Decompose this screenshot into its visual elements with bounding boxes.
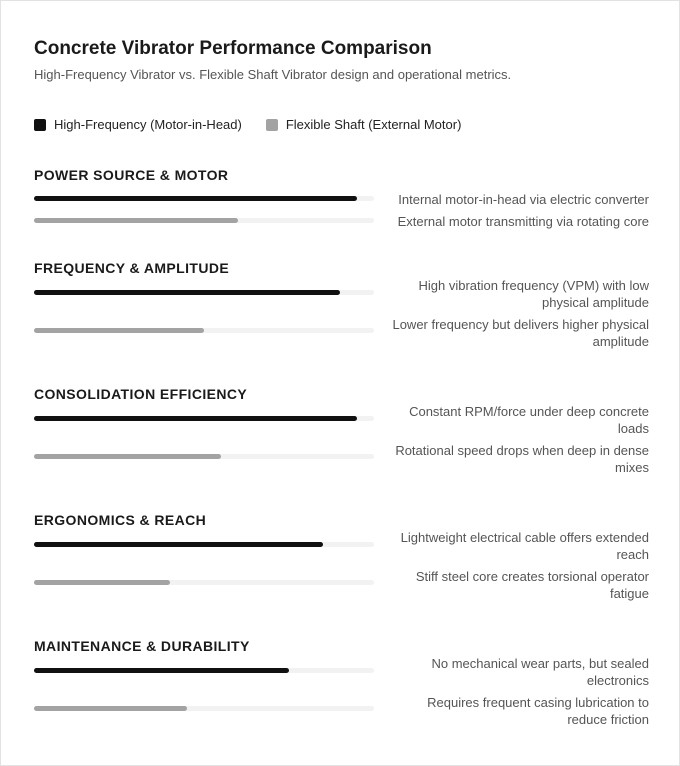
bar-flexible-shaft [34,454,221,459]
bar-track [34,542,374,547]
metric-title: POWER SOURCE & MOTOR [34,167,229,183]
bar-track [34,706,374,711]
bar-high-frequency [34,542,323,547]
metric-title: ERGONOMICS & REACH [34,512,207,528]
bar-note-high-frequency: Constant RPM/force under deep concrete loads [409,404,649,436]
bar-track [34,454,374,459]
legend-label-flexible-shaft: Flexible Shaft (External Motor) [285,117,462,132]
bar-track [34,668,374,673]
bar-track [34,580,374,585]
bar-track [34,218,374,223]
bar-flexible-shaft [34,580,170,585]
bar-track [34,328,374,333]
bar-track [34,290,374,295]
legend-swatch-high-frequency [34,119,46,131]
legend-label-high-frequency: High-Frequency (Motor-in-Head) [54,117,242,132]
bar-flexible-shaft [34,706,187,711]
bar-high-frequency [34,196,357,201]
metric-ergonomics-and-reach [34,512,649,612]
chart-subtitle: High-Frequency Vibrator vs. Flexible Shaft Vibrator design and operational metrics. [34,67,512,82]
bar-note-high-frequency: Internal motor-in-head via electric converter [398,192,649,207]
chart-title: Concrete Vibrator Performance Comparison [34,38,432,59]
metric-maintenance-and-durability [34,638,649,738]
bar-note-flexible-shaft: Rotational speed drops when deep in dense mixes [395,443,649,475]
legend-item-flexible-shaft [266,117,462,132]
bar-note-flexible-shaft: Stiff steel core creates torsional operator fatigue [415,569,649,601]
bar-note-flexible-shaft: Requires frequent casing lubrication to reduce friction [427,695,649,727]
legend [34,117,485,132]
bar-note-flexible-shaft: External motor transmitting via rotating core [397,214,649,229]
bar-note-high-frequency: No mechanical wear parts, but sealed electronics [431,656,649,688]
metric-title: FREQUENCY & AMPLITUDE [34,260,230,276]
bar-flexible-shaft [34,328,204,333]
bar-note-high-frequency: Lightweight electrical cable offers extended reach [400,530,649,562]
bar-track [34,416,374,421]
metric-consolidation-efficiency [34,386,649,486]
bar-track [34,196,374,201]
bar-note-high-frequency: High vibration frequency (VPM) with low physical amplitude [418,278,649,310]
metric-title: MAINTENANCE & DURABILITY [34,638,250,654]
metric-title: CONSOLIDATION EFFICIENCY [34,386,248,402]
legend-item-high-frequency [34,117,242,132]
metric-power-source-and-motor [34,167,649,267]
legend-swatch-flexible-shaft [266,119,278,131]
bar-high-frequency [34,416,357,421]
bar-high-frequency [34,290,340,295]
metric-frequency-and-amplitude [34,260,649,360]
bar-flexible-shaft [34,218,238,223]
bar-high-frequency [34,668,289,673]
bar-note-flexible-shaft: Lower frequency but delivers higher physical amplitude [392,317,649,349]
